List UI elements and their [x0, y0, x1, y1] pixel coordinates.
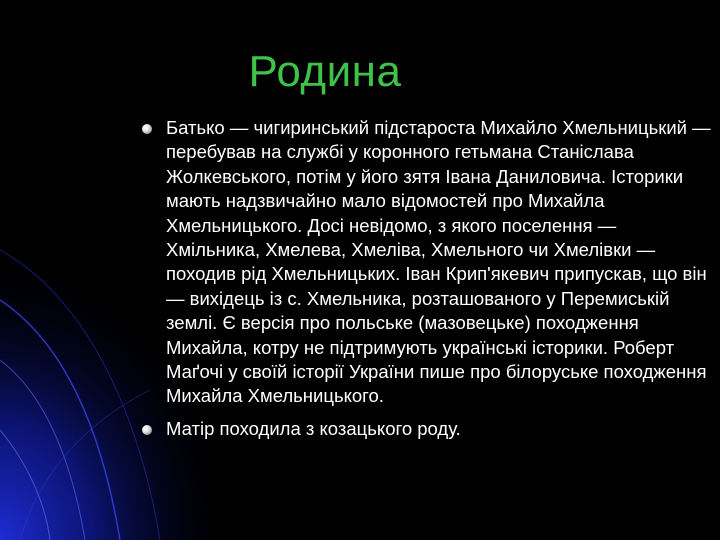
bullet-dot-icon [142, 124, 152, 134]
bullet-text: Матір походила з козацького роду. [166, 417, 461, 439]
bullet-text: Батько — чигиринський підстароста Михайло Хмельницький — перебував на службі у коронного гетьмана Станіслава Жолкевського, потім у його зятя Івана Даниловича. Історики мають надзвичайно мало відомостей про Михайла Хмельницького. Досі невідомо, з якого поселення — Хмільника, Хмелева, Хмеліва, Хмельного чи Хмелівки — походив рід Хмельницьких. Іван Крип'якевич припускав, що він — вихідець із с. Хмельника, розташованого у Перемиській землі. Є версія про польське (мазовецьке) походження Михайла, котру не підтримують українські історики. Роберт Маґочі у своїй історії України пише про білоруське походження Михайла Хмельницького. [166, 117, 711, 407]
bullet-item-father [140, 116, 712, 409]
bullet-item-mother [140, 417, 712, 441]
bullet-list [140, 116, 712, 449]
bullet-dot-icon [142, 425, 152, 435]
slide-title: Родина [248, 47, 402, 96]
